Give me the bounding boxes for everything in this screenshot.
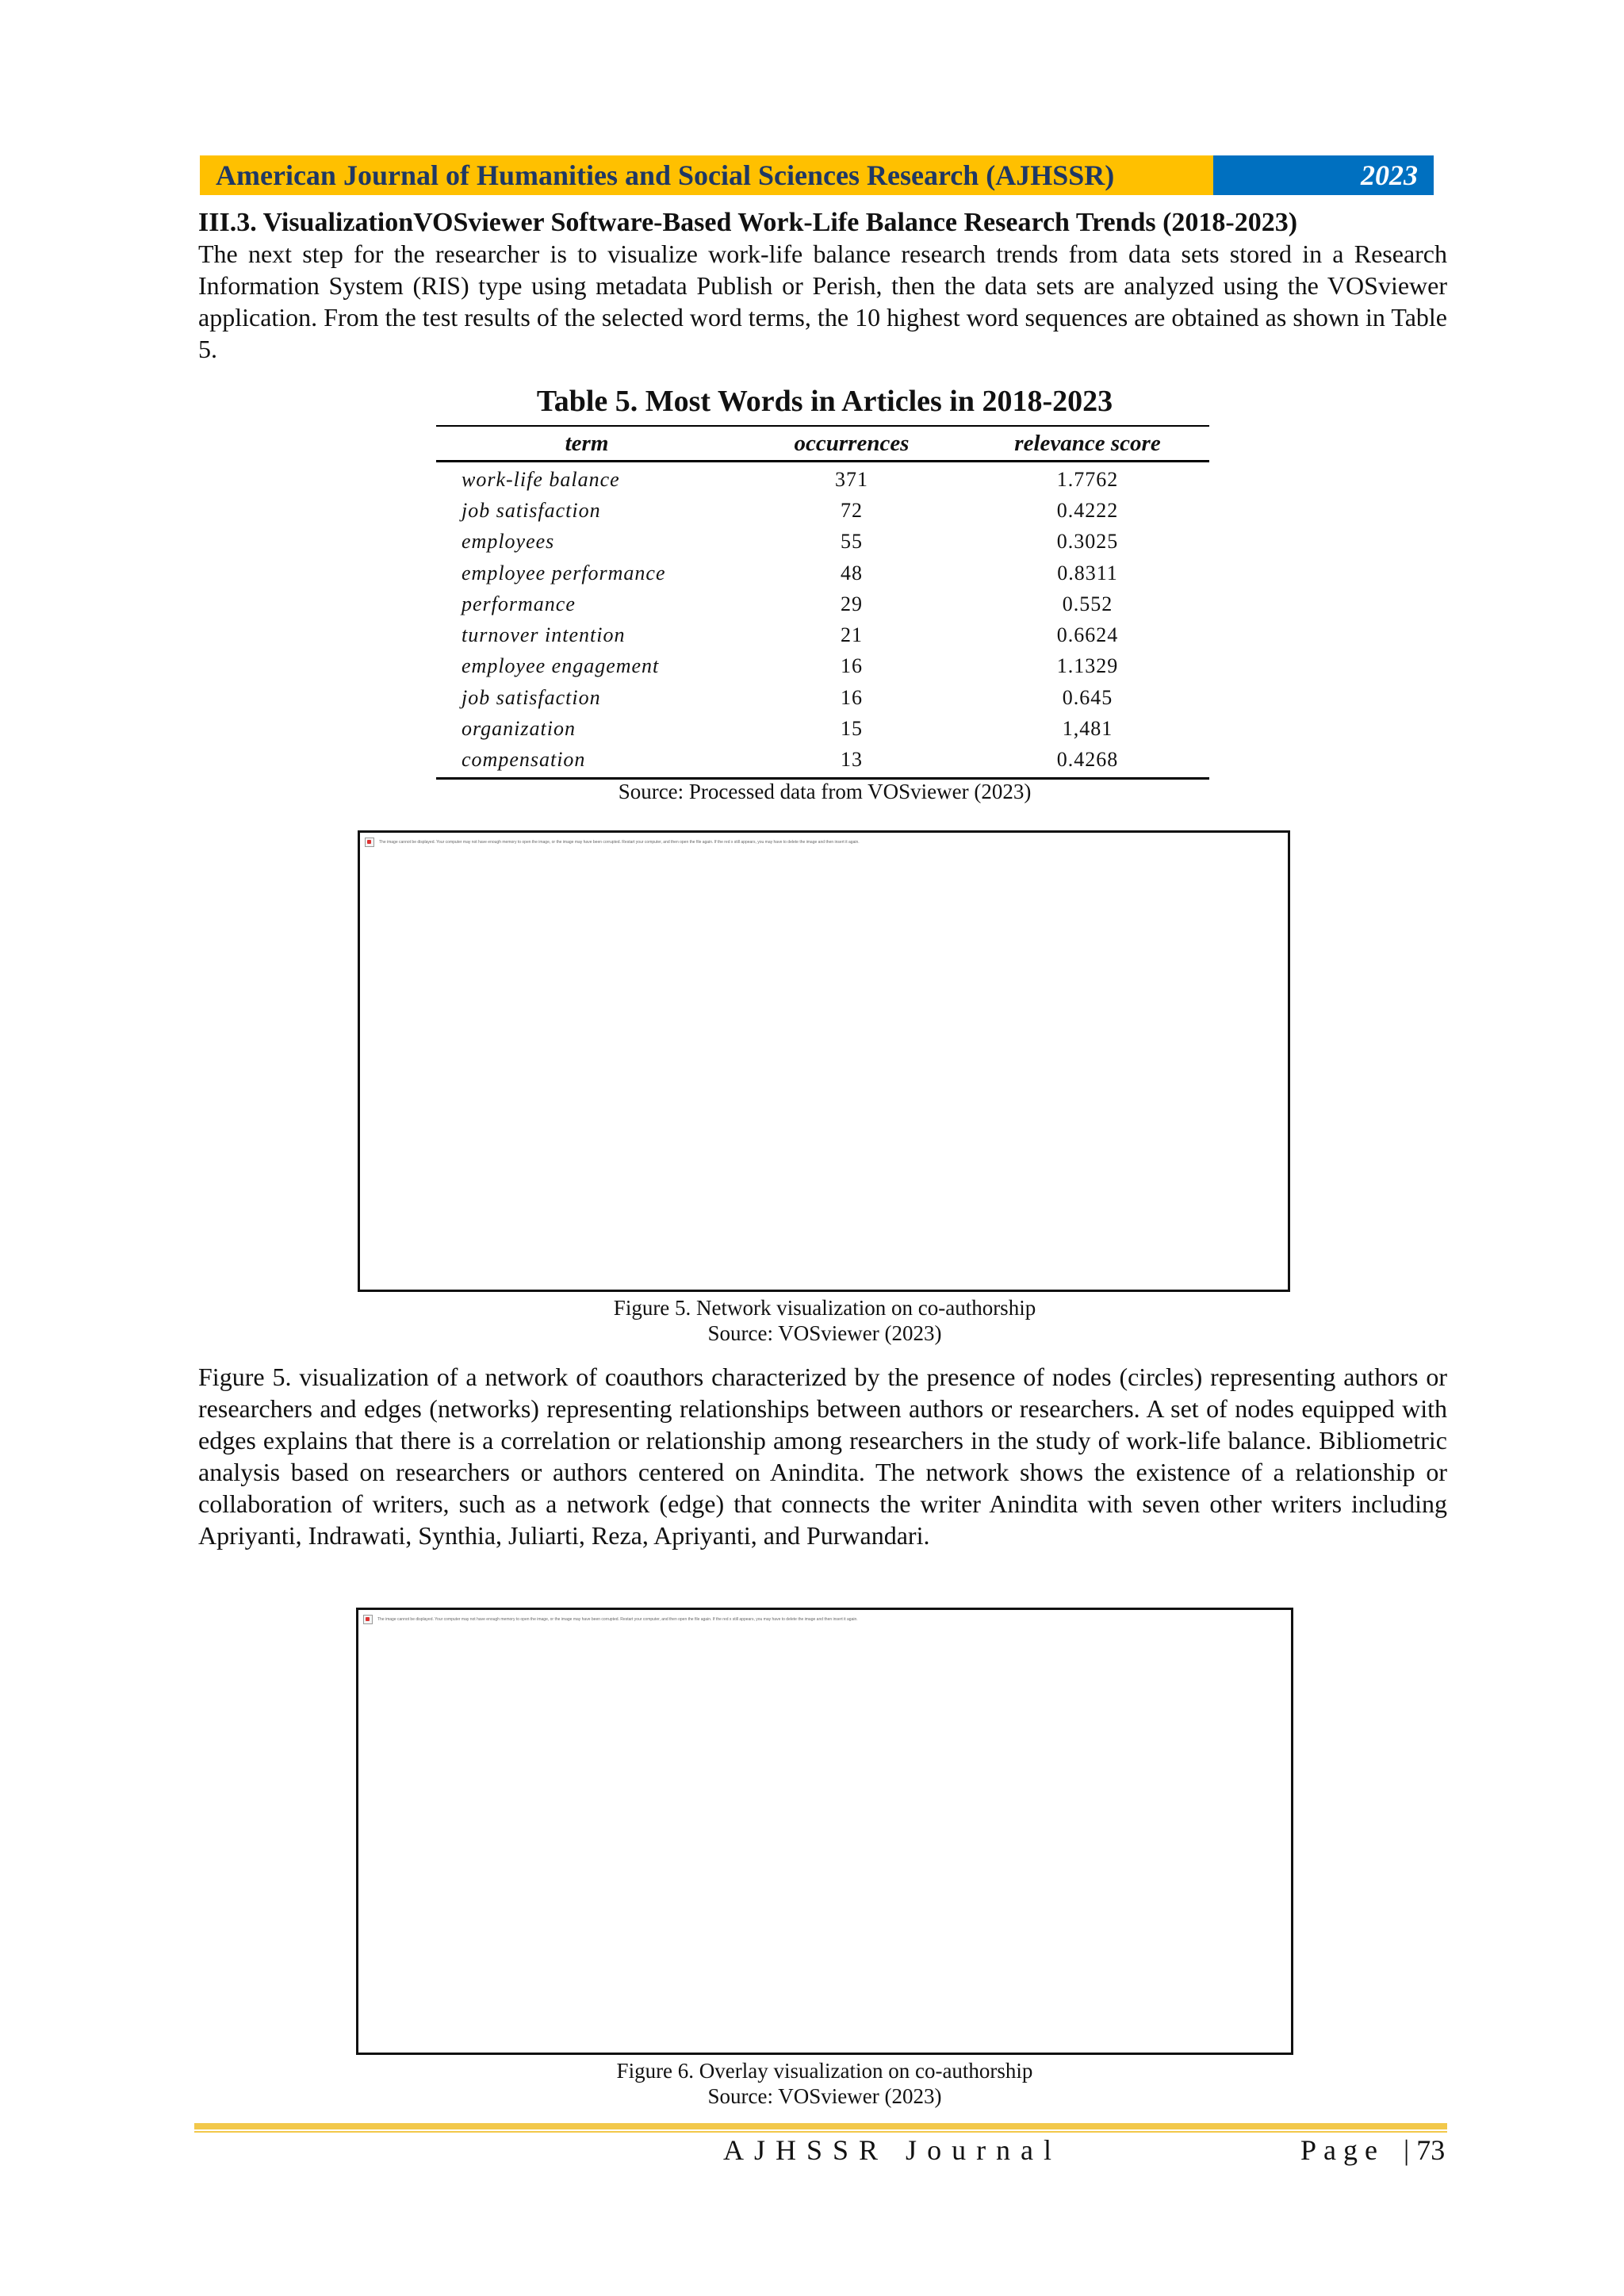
cell-relevance-score: 0.6624 bbox=[1056, 623, 1119, 647]
journal-year: 2023 bbox=[1361, 159, 1418, 191]
table-row bbox=[436, 588, 1209, 619]
cell-term: organization bbox=[462, 717, 576, 741]
table-row bbox=[436, 558, 1209, 588]
cell-term: compensation bbox=[462, 748, 586, 772]
table-header-row bbox=[436, 427, 1209, 460]
cell-term: employees bbox=[462, 530, 555, 554]
cell-occurrences: 13 bbox=[841, 748, 863, 772]
cell-occurrences: 21 bbox=[841, 623, 863, 647]
footer-journal-name: AJHSSR Journal bbox=[723, 2134, 1063, 2166]
table-row bbox=[436, 619, 1209, 650]
cell-occurrences: 16 bbox=[841, 654, 863, 678]
broken-image-placeholder bbox=[363, 1615, 858, 1624]
header-term: term bbox=[565, 430, 609, 456]
cell-occurrences: 371 bbox=[835, 467, 868, 491]
table-row bbox=[436, 495, 1209, 526]
cell-relevance-score: 1,481 bbox=[1062, 717, 1113, 741]
journal-year-bar bbox=[1213, 155, 1434, 195]
header-relevance-score: relevance score bbox=[1014, 430, 1161, 456]
figure-5-image bbox=[358, 830, 1290, 1292]
broken-image-placeholder bbox=[365, 838, 860, 847]
figure-6-source: Source: VOSviewer (2023) bbox=[707, 2084, 942, 2108]
journal-title: American Journal of Humanities and Social Sciences Research (AJHSSR) bbox=[216, 159, 1115, 191]
table-title: Table 5. Most Words in Articles in 2018-2023 bbox=[536, 385, 1113, 418]
journal-header-bar bbox=[200, 155, 1213, 195]
cell-relevance-score: 0.4222 bbox=[1056, 498, 1119, 522]
cell-relevance-score: 1.7762 bbox=[1056, 467, 1119, 491]
cell-term: job satisfaction bbox=[462, 498, 601, 522]
cell-relevance-score: 0.552 bbox=[1062, 592, 1113, 615]
table-row bbox=[436, 682, 1209, 713]
broken-image-text: The image cannot be displayed. Your computer may not have enough memory to open the image, or the image may have been corrupted. Restart your computer, and then open the file again. If the red x still appears, you may have to delete the image and then insert it again. bbox=[377, 1617, 858, 1622]
table-row bbox=[436, 527, 1209, 558]
cell-occurrences: 16 bbox=[841, 685, 863, 709]
footer-rule-thin bbox=[194, 2131, 1447, 2133]
cell-term: performance bbox=[462, 592, 576, 615]
cell-occurrences: 29 bbox=[841, 592, 863, 615]
table-row bbox=[436, 464, 1209, 495]
footer-rule bbox=[194, 2123, 1447, 2129]
cell-relevance-score: 0.4268 bbox=[1056, 748, 1119, 772]
figure-5-source: Source: VOSviewer (2023) bbox=[707, 1321, 942, 1345]
footer-page-number: | 73 bbox=[1404, 2134, 1446, 2166]
figure-6-caption: Figure 6. Overlay visualization on co-authorship bbox=[616, 2059, 1033, 2083]
table-body bbox=[436, 462, 1209, 777]
cell-term: employee engagement bbox=[462, 654, 660, 678]
table-row bbox=[436, 745, 1209, 776]
cell-occurrences: 15 bbox=[841, 717, 863, 741]
cell-relevance-score: 0.3025 bbox=[1056, 530, 1119, 554]
table-most-words bbox=[436, 425, 1209, 780]
cell-relevance-score: 0.645 bbox=[1062, 685, 1113, 709]
figure-6-image bbox=[356, 1608, 1293, 2055]
header-occurrences: occurrences bbox=[794, 430, 910, 456]
broken-image-icon bbox=[365, 838, 374, 847]
paragraph-intro: The next step for the researcher is to visualize work-life balance research trends from data sets stored in a Research Information System (RIS) type using metadata Publish or Perish, then the data sets are analyzed using the VOSviewer application. From the test results of the selected word terms, the 10 highest word sequences are obtained as shown in Table 5. bbox=[198, 240, 1447, 363]
cell-term: job satisfaction bbox=[462, 685, 601, 709]
cell-term: work-life balance bbox=[462, 467, 620, 491]
paragraph-figure5-description: Figure 5. visualization of a network of coauthors characterized by the presence of nodes (circles) representing authors or researchers and edges (networks) representing relationships between authors or researchers. A set of nodes equipped with edges explains that there is a correlation or relationship among researchers in the study of work-life balance. Bibliometric analysis based on researchers or authors centered on Anindita. The network shows the existence of a relationship or collaboration of writers, such as a network (edge) that connects the writer Anindita with seven other writers including Apriyanti, Indrawati, Synthia, Juliarti, Reza, Apriyanti, and Purwandari. bbox=[198, 1363, 1447, 1550]
cell-relevance-score: 1.1329 bbox=[1056, 654, 1119, 678]
figure-5-caption: Figure 5. Network visualization on co-authorship bbox=[613, 1296, 1036, 1320]
table-row bbox=[436, 713, 1209, 744]
table-source: Source: Processed data from VOSviewer (2023) bbox=[618, 780, 1032, 803]
broken-image-text: The image cannot be displayed. Your computer may not have enough memory to open the image, or the image may have been corrupted. Restart your computer, and then open the file again. If the red x still appears, you may have to delete the image and then insert it again. bbox=[379, 840, 860, 845]
table-row bbox=[436, 651, 1209, 682]
cell-occurrences: 55 bbox=[841, 530, 863, 554]
cell-term: turnover intention bbox=[462, 623, 626, 647]
cell-occurrences: 48 bbox=[841, 561, 863, 585]
cell-occurrences: 72 bbox=[841, 498, 863, 522]
cell-term: employee performance bbox=[462, 561, 666, 585]
section-heading: III.3. VisualizationVOSviewer Software-Based Work-Life Balance Research Trends (2018-2023) bbox=[198, 208, 1298, 237]
cell-relevance-score: 0.8311 bbox=[1057, 561, 1118, 585]
broken-image-icon bbox=[363, 1615, 373, 1624]
footer-page-label: Page bbox=[1300, 2134, 1385, 2166]
